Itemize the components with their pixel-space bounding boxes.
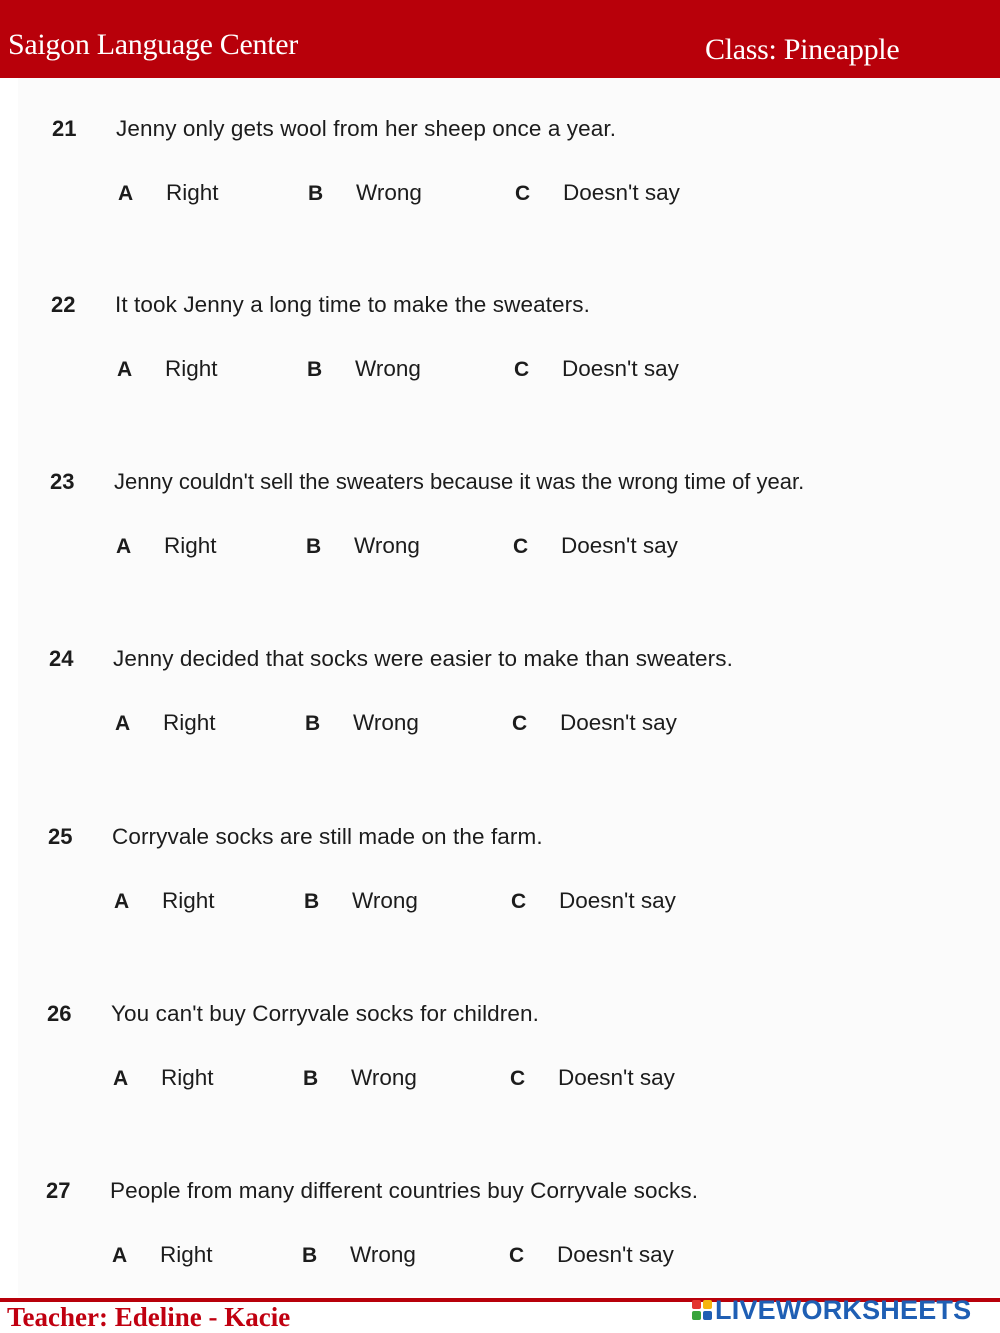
- option-letter: A: [114, 890, 130, 913]
- center-name: Saigon Language Center: [8, 28, 298, 61]
- option-letter: C: [515, 182, 531, 205]
- option-text: Doesn't say: [562, 356, 679, 381]
- option-text: Right: [165, 356, 218, 381]
- option-letter: B: [307, 358, 323, 381]
- question-number: 21: [52, 116, 77, 141]
- option-c[interactable]: [510, 1065, 675, 1091]
- option-a[interactable]: [112, 1242, 213, 1268]
- question-statement: Jenny couldn't sell the sweaters because it was the wrong time of year.: [114, 469, 805, 494]
- option-text: Wrong: [351, 1065, 417, 1090]
- option-letter: C: [513, 535, 529, 558]
- question-number: 23: [50, 469, 75, 494]
- option-b[interactable]: [308, 180, 422, 206]
- option-letter: C: [509, 1244, 525, 1267]
- option-c[interactable]: [515, 180, 680, 206]
- option-a[interactable]: [115, 710, 216, 736]
- option-text: Right: [162, 888, 215, 913]
- option-text: Doesn't say: [559, 888, 676, 913]
- header-bar: [0, 0, 1000, 78]
- option-letter: B: [305, 712, 321, 735]
- option-letter: A: [118, 182, 134, 205]
- option-letter: B: [304, 890, 320, 913]
- option-b[interactable]: [303, 1065, 417, 1091]
- option-c[interactable]: [512, 710, 677, 736]
- question-statement: It took Jenny a long time to make the sweaters.: [115, 292, 590, 317]
- option-a[interactable]: [118, 180, 219, 206]
- question-number: 24: [49, 646, 74, 671]
- question-number: 26: [47, 1001, 72, 1026]
- option-letter: A: [115, 712, 131, 735]
- option-letter: C: [514, 358, 530, 381]
- question-statement: Jenny only gets wool from her sheep once a year.: [116, 116, 617, 141]
- class-label: Class: Pineapple: [705, 33, 900, 66]
- option-b[interactable]: [302, 1242, 416, 1268]
- question-statement: People from many different countries buy Corryvale socks.: [110, 1178, 699, 1203]
- liveworksheets-icon: [692, 1300, 712, 1320]
- option-b[interactable]: [307, 356, 421, 382]
- option-letter: B: [306, 535, 322, 558]
- question-statement: Jenny decided that socks were easier to make than sweaters.: [113, 646, 733, 671]
- option-a[interactable]: [113, 1065, 214, 1091]
- option-c[interactable]: [513, 533, 678, 559]
- option-a[interactable]: [116, 533, 217, 559]
- option-text: Doesn't say: [561, 533, 678, 558]
- option-text: Wrong: [356, 180, 422, 205]
- option-a[interactable]: [114, 888, 215, 914]
- option-text: Wrong: [350, 1242, 416, 1267]
- option-letter: A: [113, 1067, 129, 1090]
- question-sheet: [18, 78, 1000, 1296]
- option-letter: C: [510, 1067, 526, 1090]
- option-b[interactable]: [304, 888, 418, 914]
- option-c[interactable]: [514, 356, 679, 382]
- option-text: Wrong: [355, 356, 421, 381]
- option-letter: B: [303, 1067, 319, 1090]
- option-letter: A: [117, 358, 133, 381]
- option-letter: C: [511, 890, 527, 913]
- option-b[interactable]: [306, 533, 420, 559]
- option-letter: A: [112, 1244, 128, 1267]
- option-text: Right: [160, 1242, 213, 1267]
- option-letter: A: [116, 535, 132, 558]
- question-statement: You can't buy Corryvale socks for children.: [111, 1001, 539, 1026]
- option-c[interactable]: [511, 888, 676, 914]
- option-letter: B: [302, 1244, 318, 1267]
- option-text: Wrong: [354, 533, 420, 558]
- liveworksheets-logo: [692, 1296, 971, 1324]
- option-a[interactable]: [117, 356, 218, 382]
- option-c[interactable]: [509, 1242, 674, 1268]
- option-text: Right: [164, 533, 217, 558]
- option-text: Wrong: [352, 888, 418, 913]
- question-number: 27: [46, 1178, 71, 1203]
- option-letter: B: [308, 182, 324, 205]
- option-text: Doesn't say: [558, 1065, 675, 1090]
- brand-name: LIVEWORKSHEETS: [715, 1294, 972, 1325]
- option-text: Right: [166, 180, 219, 205]
- option-letter: C: [512, 712, 528, 735]
- option-text: Right: [163, 710, 216, 735]
- question-number: 25: [48, 824, 73, 849]
- question-number: 22: [51, 292, 76, 317]
- teacher-label: Teacher: Edeline - Kacie: [7, 1302, 291, 1332]
- option-text: Wrong: [353, 710, 419, 735]
- option-text: Doesn't say: [563, 180, 680, 205]
- option-text: Doesn't say: [557, 1242, 674, 1267]
- question-statement: Corryvale socks are still made on the farm.: [112, 824, 543, 849]
- option-text: Doesn't say: [560, 710, 677, 735]
- option-b[interactable]: [305, 710, 419, 736]
- option-text: Right: [161, 1065, 214, 1090]
